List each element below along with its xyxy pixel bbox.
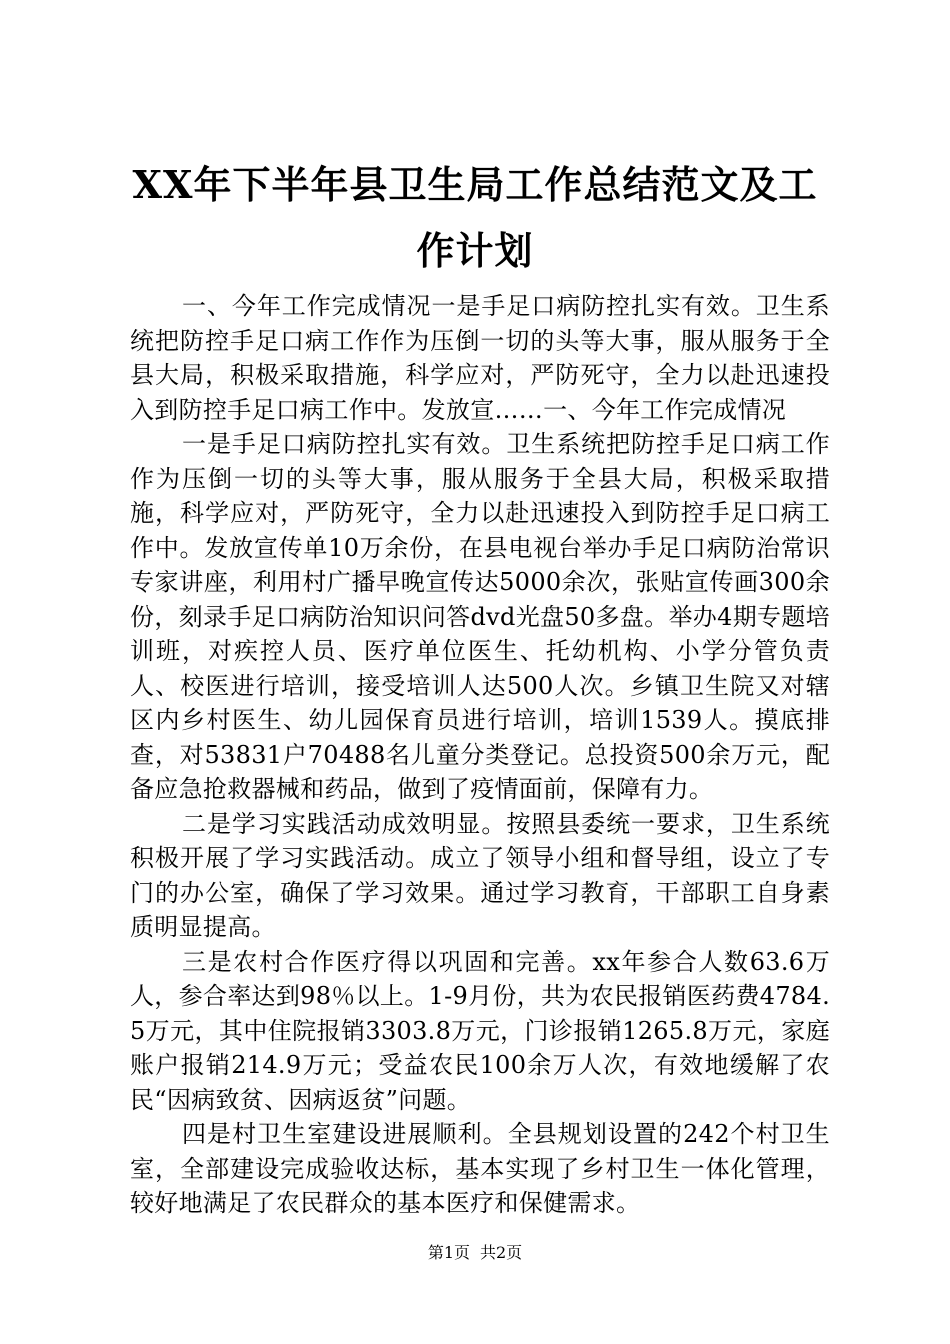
document-body [130, 289, 830, 1221]
page-total: 共2页 [480, 1243, 523, 1262]
paragraph-intro: 一、今年工作完成情况一是手足口病防控扎实有效。卫生系统把防控手足口病工作作为压倒一切的头等大事，服从服务于全县大局，积极采取措施，科学应对，严防死守，全力以赴迅速投入到防控手足口病工作中。发放宣……一、今年工作完成情况 [130, 292, 830, 424]
paragraph-study-practice: 二是学习实践活动成效明显。按照县委统一要求，卫生系统积极开展了学习实践活动。成立了领导小组和督导组，设立了专门的办公室，确保了学习效果。通过学习教育，干部职工自身素质明显提高。 [130, 809, 830, 941]
paragraph-rural-cooperative-medical: 三是农村合作医疗得以巩固和完善。xx年参合人数63.6万人，参合率达到98％以上。1-9月份，共为农民报销医药费4784.5万元，其中住院报销3303.8万元，门诊报销1265.8万元，家庭账户报销214.9万元；受益农民100余万人次，有效地缓解了农民“因病致贫、因病返贫”问题。 [130, 947, 830, 1114]
document-title: XX年下半年县卫生局工作总结范文及工作计划 [132, 162, 818, 273]
page-number: 第1页 [427, 1243, 470, 1262]
page-footer [0, 1243, 950, 1263]
paragraph-hfmd-prevention: 一是手足口病防控扎实有效。卫生系统把防控手足口病工作作为压倒一切的头等大事，服从服务于全县大局，积极采取措施，科学应对，严防死守，全力以赴迅速投入到防控手足口病工作中。发放宣传单10万余份，在县电视台举办手足口病防治常识专家讲座，利用村广播早晚宣传达5000余次，张贴宣传画300余份，刻录手足口病防治知识问答dvd光盘50多盘。举办4期专题培训班，对疾控人员、医疗单位医生、托幼机构、小学分管负责人、校医进行培训，接受培训人达500人次。乡镇卫生院又对辖区内乡村医生、幼儿园保育员进行培训，培训1539人。摸底排查，对53831户70488名儿童分类登记。总投资500余万元，配备应急抢救器械和药品，做到了疫情面前，保障有力。 [130, 430, 830, 803]
paragraph-village-clinics: 四是村卫生室建设进展顺利。全县规划设置的242个村卫生室，全部建设完成验收达标，基本实现了乡村卫生一体化管理，较好地满足了农民群众的基本医疗和保健需求。 [130, 1120, 830, 1217]
